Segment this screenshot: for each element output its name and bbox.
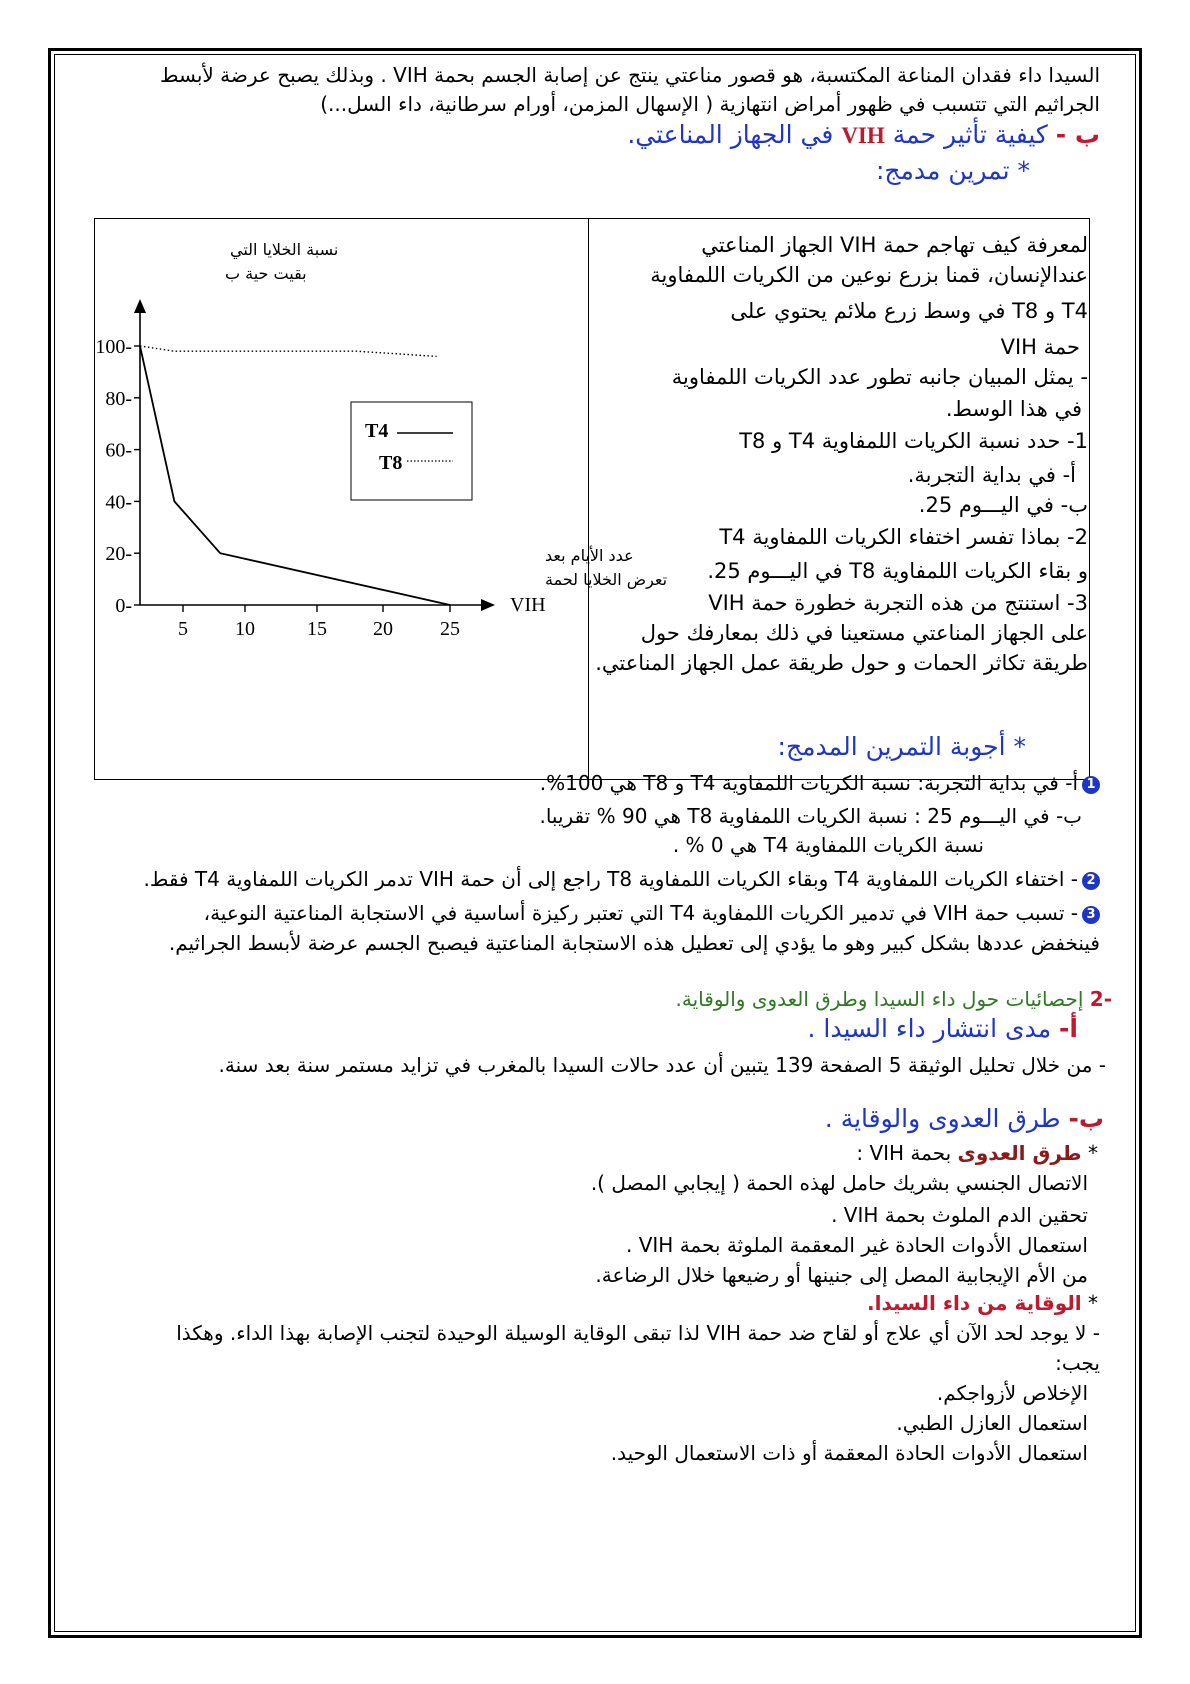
exercise-line-3: T4 و T8 في وسط زرع ملائم يحتوي على — [730, 299, 1088, 323]
chart-xlabel-2: تعرض الخلايا لحمة — [545, 570, 668, 589]
x-tick-label: 10 — [235, 618, 255, 640]
prevention-item-1: الإخلاص لأزواجكم. — [936, 1381, 1088, 1405]
section-b-title-part2: في الجهاز المناعتي. — [627, 120, 834, 149]
chart-ylabel-1: نسبة الخلايا التي — [230, 240, 339, 259]
bullet-1: 1 — [1082, 776, 1100, 794]
survival-chart — [95, 219, 668, 779]
x-tick-label: 5 — [178, 618, 188, 640]
y-tick-label: 40- — [105, 491, 132, 514]
exercise-line-11: و بقاء الكريات اللمفاوية T8 في اليـــوم 25. — [707, 559, 1088, 583]
bullet-2: 2 — [1082, 872, 1100, 890]
answer-3-line-2: فينخفض عددها بشكل كبير وهو ما يؤدي إلى تعطيل هذه الاستجابة المناعتية فيصبح الجسم عرضة لأبسط الجراثيم. — [168, 931, 1100, 955]
bullet-3: 3 — [1082, 906, 1100, 924]
exercise-line-8: أ- في بداية التجربة. — [907, 463, 1076, 487]
intro-line-2: الجراثيم التي تتسبب في ظهور أمراض انتهازية ( الإسهال المزمن، أورام سرطانية، داء السل...) — [320, 92, 1100, 116]
chart-ylabel-2: بقيت حية ب — [225, 264, 307, 283]
infection-item-2: تحقين الدم الملوث بحمة VIH . — [831, 1203, 1088, 1227]
exercise-text — [595, 230, 1088, 678]
section-b-title — [627, 120, 1100, 151]
exercise-line-13: على الجهاز المناعتي مستعينا في ذلك بمعارفك حول — [640, 621, 1088, 645]
exercise-line-6: في هذا الوسط. — [945, 397, 1082, 421]
exercise-heading: * تمرين مدمج: — [875, 156, 1030, 185]
exercise-line-1: لمعرفة كيف تهاجم حمة VIH الجهاز المناعتي — [701, 233, 1088, 257]
section-2a-title: أ- مدى انتشار داء السيدا . — [807, 1014, 1078, 1043]
exercise-line-4: حمة VIH — [1000, 335, 1080, 359]
exercise-line-2: عندالإنسان، قمنا بزرع نوعين من الكريات اللمفاوية — [650, 263, 1088, 287]
chart-xlabel-1: عدد الأيام بعد — [545, 546, 634, 565]
section-b-prefix: ب - — [1055, 120, 1100, 149]
infection-item-3: استعمال الأدوات الحادة غير المعقمة الملوثة بحمة VIH . — [626, 1233, 1088, 1257]
legend-t4-label: T4 — [365, 420, 389, 442]
y-tick-label: 20- — [105, 543, 132, 566]
prevention-item-3: استعمال الأدوات الحادة المعقمة أو ذات الاستعمال الوحيد. — [610, 1441, 1088, 1465]
exercise-line-7: 1- حدد نسبة الكريات اللمفاوية T4 و T8 — [739, 429, 1088, 453]
answer-1a: 1أ- في بداية التجربة: نسبة الكريات اللمفاوية T4 و T8 هي 100%. — [540, 770, 1100, 796]
chart-y-arrow — [134, 299, 146, 313]
exercise-line-5: - يمثل المبيان جانبه تطور عدد الكريات اللمفاوية — [671, 365, 1088, 389]
section-b-virus: VIH — [841, 123, 885, 148]
x-tick-label: 20 — [373, 618, 393, 640]
y-tick-label: 80- — [105, 387, 132, 410]
y-tick-label: 60- — [105, 439, 132, 462]
exercise-line-14: طريقة تكاثر الحمات و حول طريقة عمل الجهاز المناعتي. — [595, 651, 1088, 675]
chart-legend-box — [351, 402, 472, 500]
legend-t8-label: T8 — [379, 452, 403, 474]
x-tick-label: 15 — [307, 618, 327, 640]
infection-item-1: الاتصال الجنسي بشريك حامل لهذه الحمة ( إيجابي المصل ). — [590, 1171, 1088, 1195]
prevention-line-2: يجب: — [1055, 1351, 1100, 1375]
y-tick-label: 0- — [115, 595, 132, 617]
infection-heading: * طرق العدوى بحمة VIH : — [856, 1141, 1098, 1165]
section-2a-text: - من خلال تحليل الوثيقة 5 الصفحة 139 يتبين أن عدد حالات السيدا بالمغرب في تزايد مستمر سنة بعد سنة. — [218, 1053, 1106, 1077]
prevention-item-2: استعمال العازل الطبي. — [896, 1411, 1088, 1435]
section-b-title-part1: كيفية تأثير حمة — [892, 120, 1048, 149]
exercise-line-9: ب- في اليـــوم 25. — [918, 493, 1088, 517]
answers-heading: * أجوبة التمرين المدمج: — [777, 732, 1026, 761]
chart-xlabel-3: VIH — [510, 594, 546, 616]
series-line-t8 — [140, 346, 437, 356]
infection-item-4: من الأم الإيجابية المصل إلى جنينها أو رضيعها خلال الرضاعة. — [595, 1263, 1088, 1287]
answer-2: 2- اختفاء الكريات اللمفاوية T4 وبقاء الكريات اللمفاوية T8 راجع إلى أن حمة VIH تدمر الكريات اللمفاوية T4 فقط. — [144, 866, 1100, 892]
answer-1b-t4: نسبة الكريات اللمفاوية T4 هي 0 % . — [672, 833, 984, 857]
y-tick-label: 100- — [95, 336, 132, 358]
section-2b-title: ب- طرق العدوى والوقاية . — [824, 1104, 1104, 1133]
x-tick-label: 25 — [440, 618, 460, 640]
exercise-line-12: 3- استنتج من هذه التجربة خطورة حمة VIH — [708, 591, 1088, 615]
prevention-heading: * الوقاية من داء السيدا. — [866, 1291, 1098, 1315]
answer-3-line-1: 3- تسبب حمة VIH في تدمير الكريات اللمفاوية T4 التي تعتبر ركيزة أساسية في الاستجابة المناعتية النوعية، — [204, 900, 1100, 926]
exercise-box-divider — [588, 218, 589, 780]
chart-x-arrow — [481, 599, 495, 611]
exercise-line-10: 2- بماذا تفسر اختفاء الكريات اللمفاوية T4 — [719, 525, 1088, 549]
answer-1b: ب- في اليـــوم 25 : نسبة الكريات اللمفاوية T8 هي 90 % تقريبا. — [539, 804, 1082, 828]
section-2-title: -2 إحصائيات حول داء السيدا وطرق العدوى والوقاية. — [675, 987, 1112, 1011]
prevention-line-1: - لا يوجد لحد الآن أي علاج أو لقاح ضد حمة VIH لذا تبقى الوقاية الوسيلة الوحيدة لتجنب الإصابة بهذا الداء. وهكذا — [176, 1321, 1100, 1345]
intro-line-1: السيدا داء فقدان المناعة المكتسبة، هو قصور مناعتي ينتج عن إصابة الجسم بحمة VIH . وبذلك يصبح عرضة لأبسط — [160, 63, 1100, 87]
